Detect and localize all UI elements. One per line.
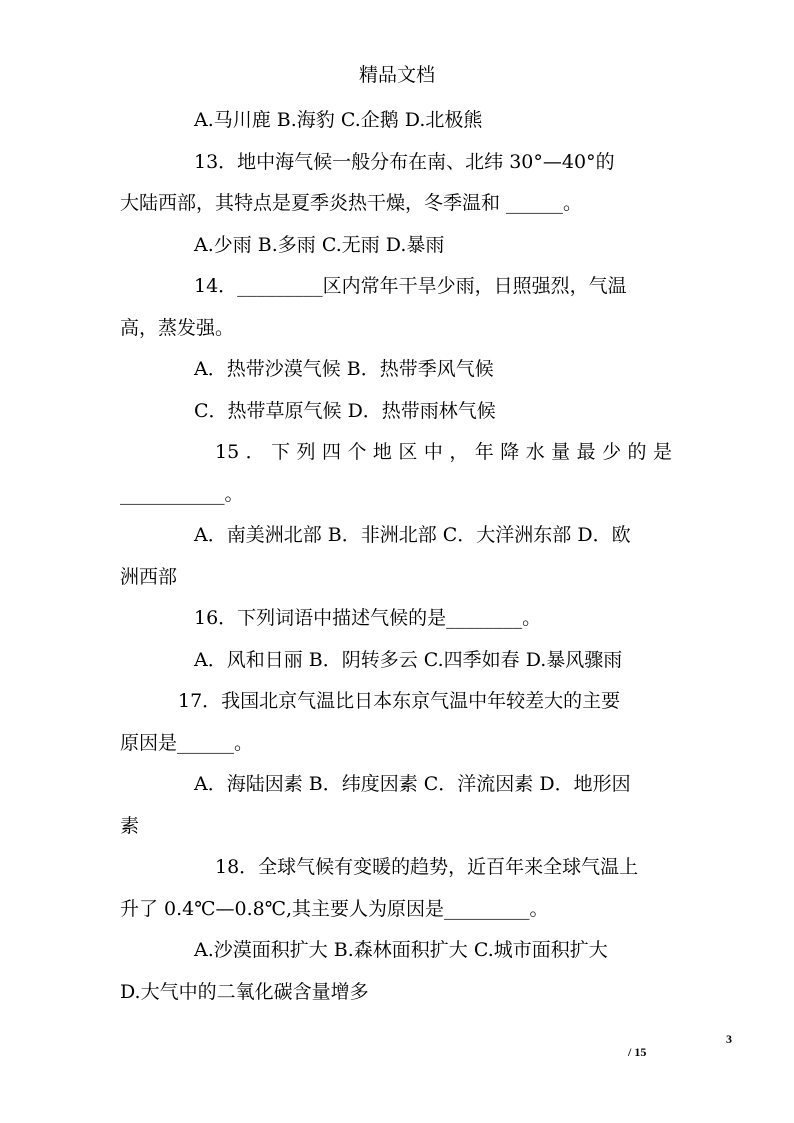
q18-line-1: 18．全球气候有变暖的趋势，近百年来全球气温上 <box>215 856 639 878</box>
q14-line-2: 高，蒸发强。 <box>120 316 235 339</box>
q13-line-2: 大陆西部，其特点是夏季炎热干燥，冬季温和 ______。 <box>120 192 583 214</box>
q14-options-ab: A．热带沙漠气候 B．热带季风气候 <box>194 358 494 380</box>
q18-line-2: 升了 0.4℃—0.8℃,其主要人为原因是_________。 <box>120 897 549 920</box>
q13-options: A.少雨 B.多雨 C.无雨 D.暴雨 <box>194 233 445 256</box>
page-number: 3 <box>726 1032 732 1046</box>
q15-line-1: 15．下列四个地区中，年降水量最少的是 <box>215 441 672 463</box>
q15-line-2: ___________。 <box>120 482 244 505</box>
q18-options-line-2: D.大气中的二氧化碳含量增多 <box>120 980 369 1003</box>
q16-options: A．风和日丽 B．阴转多云 C.四季如春 D.暴风骤雨 <box>194 648 623 671</box>
page-total: / 15 <box>628 1045 647 1059</box>
q15-options-line-1: A．南美洲北部 B．非洲北部 C．大洋洲东部 D．欧 <box>194 524 631 546</box>
page-header-title: 精品文档 <box>358 64 435 86</box>
q17-line-1: 17．我国北京气温比日本东京气温中年较差大的主要 <box>178 690 621 712</box>
q12-options: A.马川鹿 B.海豹 C.企鹅 D.北极熊 <box>194 109 483 131</box>
q13-line-1: 13．地中海气候一般分布在南、北纬 30°—40°的 <box>194 150 615 173</box>
q18-options-line-1: A.沙漠面积扩大 B.森林面积扩大 C.城市面积扩大 <box>194 939 608 961</box>
q17-options-line-2: 素 <box>120 814 140 837</box>
q14-line-1: 14．_________区内常年干旱少雨，日照强烈，气温 <box>194 275 627 297</box>
q17-options-line-1: A．海陆因素 B．纬度因素 C．洋流因素 D．地形因 <box>194 773 631 795</box>
q16-line: 16．下列词语中描述气候的是________。 <box>194 607 542 629</box>
q17-line-2: 原因是______。 <box>120 731 254 754</box>
q15-options-line-2: 洲西部 <box>120 565 178 588</box>
q14-options-cd: C．热带草原气候 D．热带雨林气候 <box>194 399 496 422</box>
document-body <box>120 100 672 1013</box>
